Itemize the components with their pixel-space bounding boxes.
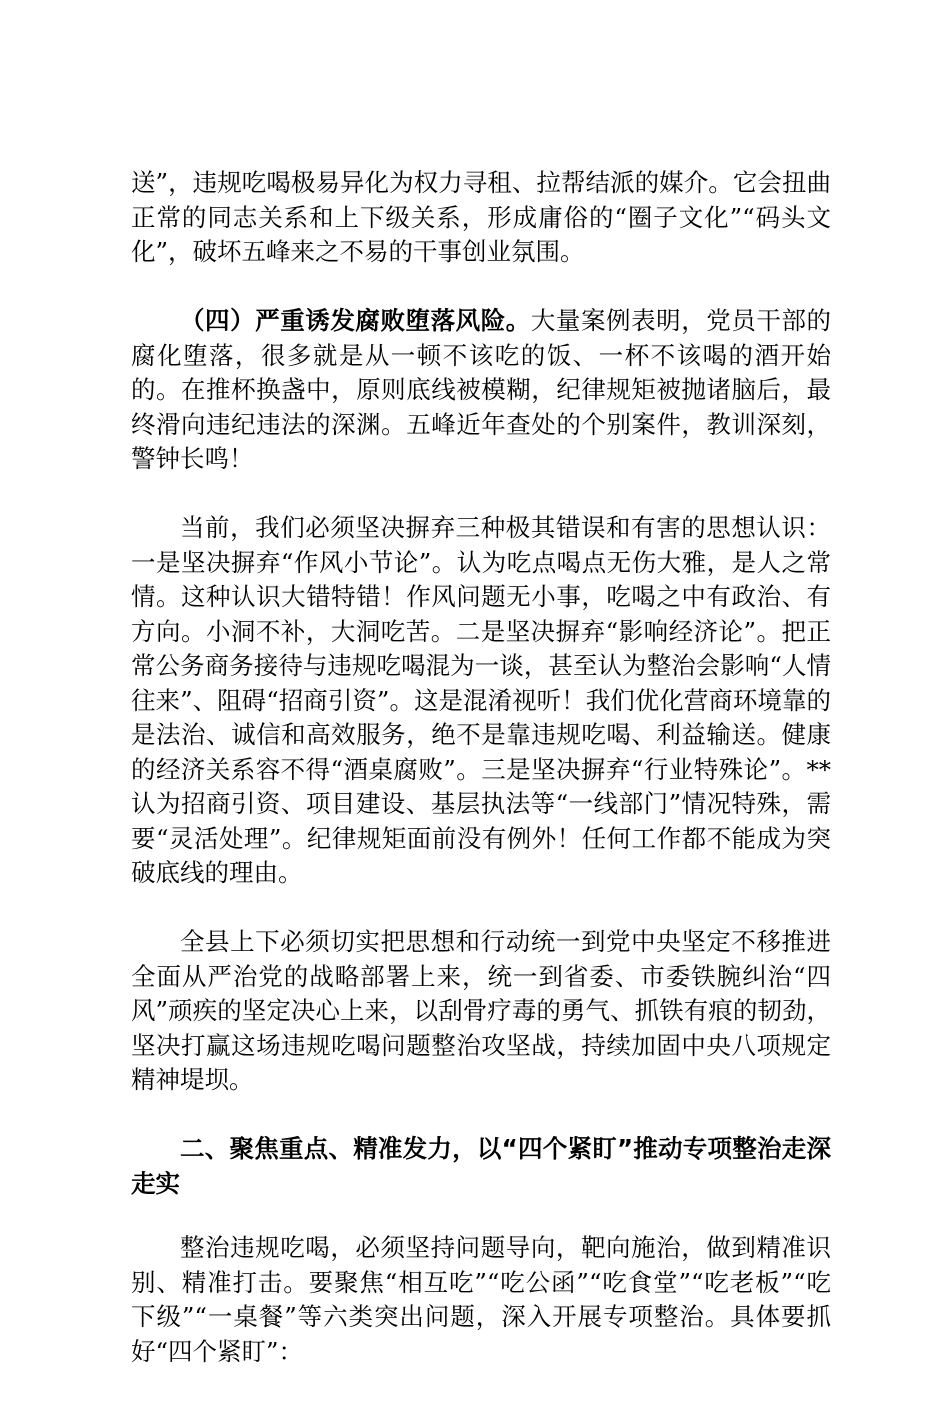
- section-heading-two: 二、聚焦重点、精准发力，以“四个紧盯”推动专项整治走深走实: [131, 1134, 831, 1198]
- paragraph-lead-heading: （四）严重诱发腐败堕落风险。: [180, 306, 531, 335]
- paragraph-corruption-risk: [131, 304, 831, 477]
- paragraph-four-focus: 整治违规吃喝，必须坚持问题导向，靶向施治，做到精准识别、精准打击。要聚焦“相互吃”“吃公函”“吃食堂”“吃老板”“吃下级”“一桌餐”等六类突出问题，深入开展专项整治。具体要抓好“四个紧盯”：: [131, 1233, 831, 1366]
- document-body: [131, 166, 831, 1404]
- paragraph-unify-thinking: 全县上下必须切实把思想和行动统一到党中央坚定不移推进全面从严治党的战略部署上来，统一到省委、市委铁腕纠治“四风”顽疾的坚定决心上来，以刮骨疗毒的勇气、抓铁有痕的韧劲，坚决打赢这场违规吃喝问题整治攻坚战，持续加固中央八项规定精神堤坝。: [131, 927, 831, 1094]
- paragraph-three-wrong-views: 当前，我们必须坚决摒弃三种极其错误和有害的思想认识：一是坚决摒弃“作风小节论”。认为吃点喝点无伤大雅，是人之常情。这种认识大错特错！作风问题无小事，吃喝之中有政治、有方向。小洞不补，大洞吃苦。二是坚决摒弃“影响经济论”。把正常公务商务接待与违规吃喝混为一谈，甚至认为整治会影响“人情往来”、阻碍“招商引资”。这是混淆视听！我们优化营商环境靠的是法治、诚信和高效服务，绝不是靠违规吃喝、利益输送。健康的经济关系容不得“酒桌腐败”。三是坚决摒弃“行业特殊论”。**认为招商引资、项目建设、基层执法等“一线部门”情况特殊，需要“灵活处理”。纪律规矩面前没有例外！任何工作都不能成为突破底线的理由。: [131, 513, 831, 887]
- paragraph-body-text: 大量案例表明，党员干部的腐化堕落，很多就是从一顿不该吃的饭、一杯不该喝的酒开始的。在推杯换盏中，原则底线被模糊，纪律规矩被抛诸脑后，最终滑向违纪违法的深渊。五峰近年查处的个别案件，教训深刻，警钟长鸣！: [131, 306, 832, 473]
- paragraph-continuation: 送”，违规吃喝极易异化为权力寻租、拉帮结派的媒介。它会扭曲正常的同志关系和上下级关系，形成庸俗的“圈子文化”“码头文化”，破坏五峰来之不易的干事创业氛围。: [131, 168, 831, 266]
